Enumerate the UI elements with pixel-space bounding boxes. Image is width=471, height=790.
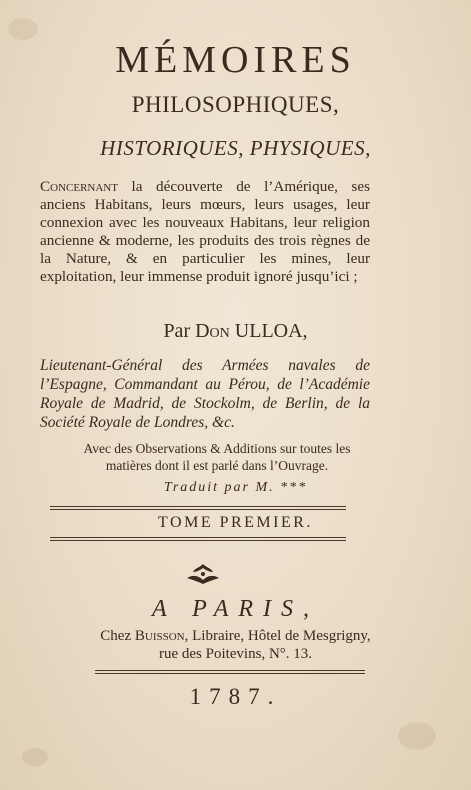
translator-line: Traduit par M. *** [163,480,308,495]
title-line-2: PHILOSOPHIQUES, [131,92,340,117]
author-prefix: Par [163,320,191,342]
rule-pub-2 [95,673,365,674]
publisher-name: Buisson [134,628,185,644]
description-text: la découverte de l’Amérique, ses anciens Habitans, leurs mœurs, leurs usages, leur connexion avec les nouveaux Habitans, leur religion ancienne & moderne, les produits des trois règnes de la Nature, & en particulier les mines, leur exploitation, leur immense produit ignoré jusqu’ici ; [40,178,370,285]
paper-stain [398,722,436,750]
publisher-address: rue des Poitevins, N°. 13. [158,646,313,662]
publisher-line-1 [0,627,471,645]
year-line: 1787. [189,684,282,709]
author-titles: Lieutenant-Général des Armées navales de l’Espagne, Commandant au Pérou, de l’Académie Royale de Madrid, de Stockolm, de Berlin, de la Société Royale de Londres, &c. [40,357,370,431]
author-line [0,320,471,343]
title-line-1: MÉMOIRES [115,39,356,81]
description-lead: Concernant [40,178,118,195]
rule-pub [95,670,365,671]
fleuron-ornament-icon [183,560,223,590]
rule-top-2 [50,509,346,510]
rule-bottom-2 [50,540,346,541]
publisher-block [0,627,471,663]
title-line-3: HISTORIQUES, PHYSIQUES, [100,136,371,160]
volume-label: TOME PREMIER. [158,514,313,531]
description-paragraph [40,178,370,286]
rule-bottom [50,537,346,538]
publisher-rest: , Libraire, Hôtel de Mesgrigny, [184,628,371,644]
rule-top [50,506,346,507]
paper-stain [8,18,38,40]
paper-stain [22,748,48,766]
additions-note: Avec des Observations & Additions sur toutes les matières dont il est parlé dans l’Ouvrage. [83,441,351,473]
publisher-chez: Chez [100,628,132,644]
place-line: A PARIS, [151,596,320,622]
author-don: Don [195,320,230,342]
author-name: ULLOA, [234,320,308,342]
